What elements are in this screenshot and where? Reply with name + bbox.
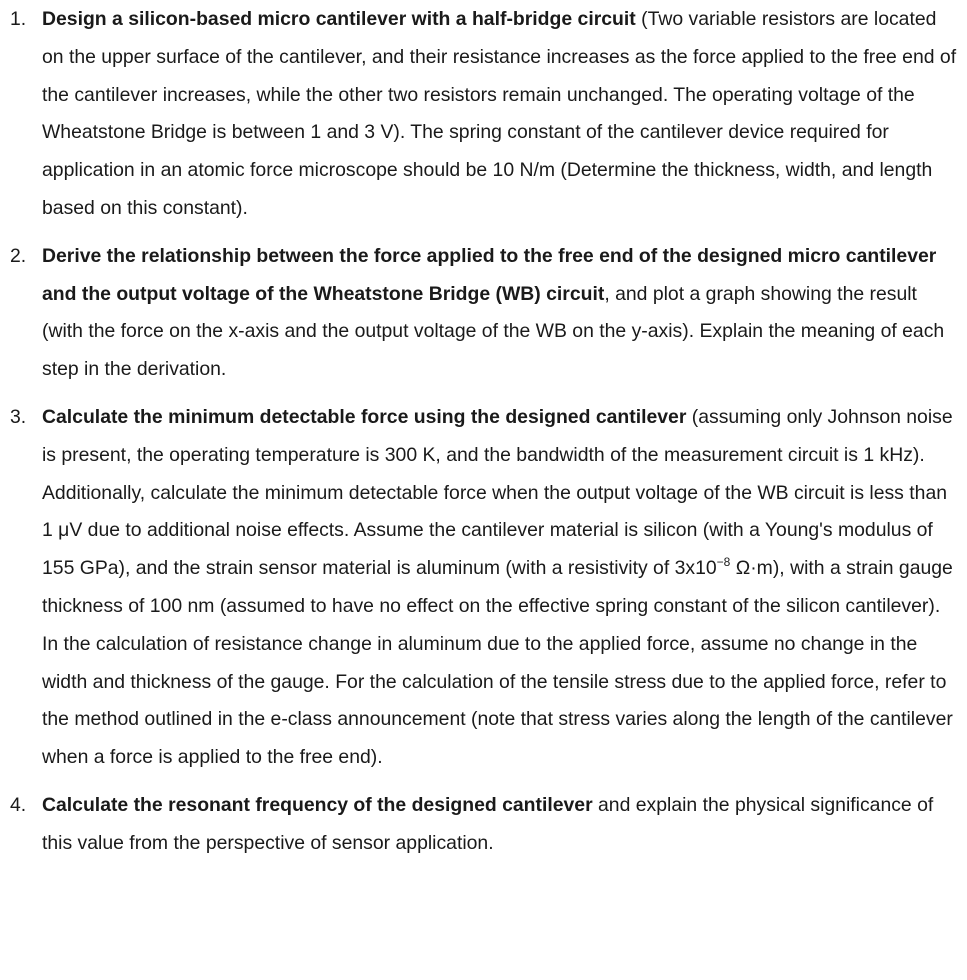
item-text: (Two variable resistors are located on the upper surface of the cantilever, and their resistance increases as the force applied to the free end of the cantilever increases, while the other two resistors remain unchanged. The operating voltage of the Wheatstone Bridge is between 1 and 3 V). The spring constant of the cantilever device required for application in an atomic force microscope should be 10 N/m (Determine the thickness, width, and length based on this constant). [42,8,957,219]
list-item-3 [0,399,961,777]
item-text: (assuming only Johnson noise is present, the operating temperature is 300 K, and the bandwidth of the measurement circuit is 1 kHz). Additionally, calculate the minimum detectable force when the output voltage of the WB circuit is less than 1 μV due to additional noise effects. Assume the cantilever material is silicon (with a Young's modulus of 155 GPa), and the strain sensor material is aluminum (with a resistivity of 3x10 [42,405,953,580]
task-list [0,1,961,863]
item-text: and explain the physical significance of this value from the perspective of sensor application. [42,793,934,854]
exponent: −8 [716,555,731,570]
document [0,1,967,863]
item-heading: Calculate the minimum detectable force using the designed cantilever [42,405,687,428]
item-number: 3. [10,405,27,428]
item-heading: Design a silicon-based micro cantilever with a half-bridge circuit [42,8,636,30]
item-heading: Calculate the resonant frequency of the designed cantilever [42,793,593,816]
item-heading: Derive the relationship between the force applied to the free end of the designed micro cantilever and the output voltage of the Wheatstone Bridge (WB) circuit [42,244,937,305]
list-item-2 [0,238,961,389]
item-number: 1. [10,8,27,30]
list-item-1 [0,1,961,228]
item-text: , and plot a graph showing the result (with the force on the x-axis and the output voltage of the WB on the y-axis). Explain the meaning of each step in the derivation. [42,282,945,381]
list-item-4 [0,787,961,863]
item-number: 2. [10,244,27,267]
item-number: 4. [10,793,27,816]
item-text-continued: Ω·m), with a strain gauge thickness of 100 nm (assumed to have no effect on the effective spring constant of the silicon cantilever). In the calculation of resistance change in aluminum due to the applied force, assume no change in the width and thickness of the gauge. For the calculation of the tensile stress due to the applied force, refer to the method outlined in the e-class announcement (note that stress varies along the length of the cantilever when a force is applied to the free end). [42,557,953,769]
